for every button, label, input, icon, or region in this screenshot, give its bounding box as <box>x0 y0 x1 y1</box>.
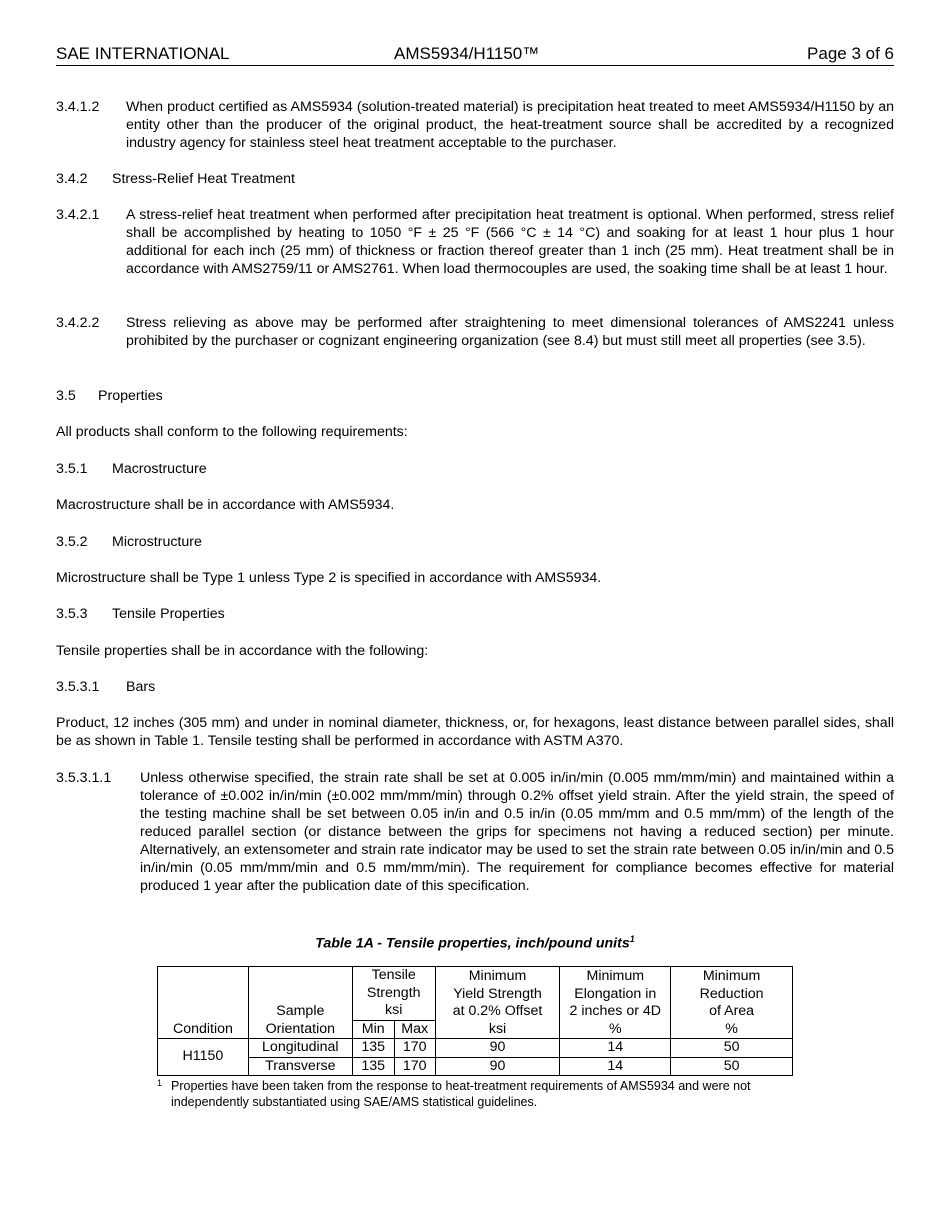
header-document-id: AMS5934/H1150™ <box>394 44 540 63</box>
cell-orientation: Transverse <box>248 1057 352 1076</box>
table-row <box>158 1039 793 1058</box>
footnote-text: Properties have been taken from the response to heat-treatment requirements of AMS5934 and were not independently substantiated using SAE/AMS statistical guidelines. <box>171 1079 751 1109</box>
section-text-3422: Stress relieving as above may be performed after straightening to meet dimensional tolerances of AMS2241 unless prohibited by the purchaser or cognizant engineering organization (see 8.4) but must still meet all properties (see 3.5). <box>126 315 894 349</box>
cell-condition: H1150 <box>158 1039 249 1076</box>
header-condition: Condition <box>158 967 249 1039</box>
table-title-footnote-mark: 1 <box>629 934 635 944</box>
cell-max: 170 <box>394 1039 435 1058</box>
section-number-3531: 3.5.3.1 <box>56 679 100 695</box>
section-text-3412: When product certified as AMS5934 (solution-treated material) is precipitation heat treated to meet AMS5934/H1150 by an entity other than the producer of the original product, the heat-treatment source shall be accredited by a recognized industry agency for stainless steel heat treatment acceptable to the purchaser. <box>126 99 894 151</box>
header-yield-strength: Minimum Yield Strength at 0.2% Offset ksi <box>435 967 560 1039</box>
section-text-3531: Product, 12 inches (305 mm) and under in nominal diameter, thickness, or, for hexagons, least distance between parallel sides, shall be as shown in Table 1. Tensile testing shall be performed in accordance with ASTM A370. <box>56 715 894 749</box>
section-text-353: Tensile properties shall be in accordance with the following: <box>56 643 429 659</box>
section-title-352: Microstructure <box>112 534 202 550</box>
section-number-352: 3.5.2 <box>56 534 88 550</box>
section-title-351: Macrostructure <box>112 461 207 477</box>
section-text-35311: Unless otherwise specified, the strain rate shall be set at 0.005 in/in/min (0.005 mm/mm/min) and maintained within a tolerance of ±0.002 in/in/min (±0.002 mm/mm/min) through 0.2% offset yield strain. After the yield strain, the speed of the testing machine shall be set between 0.05 in/in and 0.5 in/in (0.05 mm/mm and 0.5 mm/mm) of the length of the reduced parallel section (or distance between the grips for specimens not having a reduced section) per minute. Alternatively, an extensometer and strain rate indicator may be used to set the strain rate between 0.05 in/in/min and 0.5 in/in/min (0.05 mm/mm/min and 0.5 mm/mm/min). The requirement for compliance becomes effective for material produced 1 year after the publication date of this specification. <box>140 770 894 894</box>
section-text-35: All products shall conform to the following requirements: <box>56 424 408 440</box>
section-number-342: 3.4.2 <box>56 171 88 187</box>
header-tensile-strength: Tensile Strength ksi <box>352 967 435 1021</box>
cell-max: 170 <box>394 1057 435 1076</box>
header-elongation: Minimum Elongation in 2 inches or 4D % <box>560 967 671 1039</box>
header-min: Min <box>352 1020 394 1039</box>
header-organization: SAE INTERNATIONAL <box>56 44 230 63</box>
cell-min: 135 <box>352 1039 394 1058</box>
section-title-353: Tensile Properties <box>112 606 225 622</box>
section-number-353: 3.5.3 <box>56 606 88 622</box>
section-number-3422: 3.4.2.2 <box>56 315 100 331</box>
section-number-35311: 3.5.3.1.1 <box>56 770 112 786</box>
header-reduction-of-area: Minimum Reduction of Area % <box>671 967 793 1039</box>
tensile-properties-table <box>157 966 793 1076</box>
section-text-3421: A stress-relief heat treatment when performed after precipitation heat treatment is optional. When performed, stress relief shall be accomplished by heating to 1050 °F ± 25 °F (566 °C ± 14 °C) and soaking for at least 1 hour plus 1 hour additional for each inch (25 mm) of thickness or fraction thereof greater than 1 inch (25 mm). Heat treatment shall be in accordance with AMS2759/11 or AMS2761. When load thermocouples are used, the soaking time shall be at least 1 hour. <box>126 207 894 277</box>
section-number-351: 3.5.1 <box>56 461 88 477</box>
section-title-342: Stress-Relief Heat Treatment <box>112 171 295 187</box>
section-text-352: Microstructure shall be Type 1 unless Type 2 is specified in accordance with AMS5934. <box>56 570 602 586</box>
cell-yield: 90 <box>435 1057 560 1076</box>
header-max: Max <box>394 1020 435 1039</box>
section-title-35: Properties <box>98 388 163 404</box>
section-title-3531: Bars <box>126 679 156 695</box>
table-row <box>158 1057 793 1076</box>
cell-min: 135 <box>352 1057 394 1076</box>
table-title <box>0 930 950 953</box>
section-number-35: 3.5 <box>56 388 76 404</box>
cell-reduction: 50 <box>671 1039 793 1058</box>
section-number-3421: 3.4.2.1 <box>56 207 100 223</box>
cell-reduction: 50 <box>671 1057 793 1076</box>
page-header <box>56 44 894 66</box>
table-header-row <box>158 967 793 1021</box>
section-text-351: Macrostructure shall be in accordance with AMS5934. <box>56 497 395 513</box>
cell-elongation: 14 <box>560 1057 671 1076</box>
header-orientation: Sample Orientation <box>248 967 352 1039</box>
cell-elongation: 14 <box>560 1039 671 1058</box>
header-page-number: Page 3 of 6 <box>807 44 894 63</box>
cell-orientation: Longitudinal <box>248 1039 352 1058</box>
footnote-mark: 1 <box>157 1078 163 1088</box>
table-title-text: Table 1A - Tensile properties, inch/pound units <box>315 935 630 952</box>
cell-yield: 90 <box>435 1039 560 1058</box>
section-number-3412: 3.4.1.2 <box>56 99 100 115</box>
